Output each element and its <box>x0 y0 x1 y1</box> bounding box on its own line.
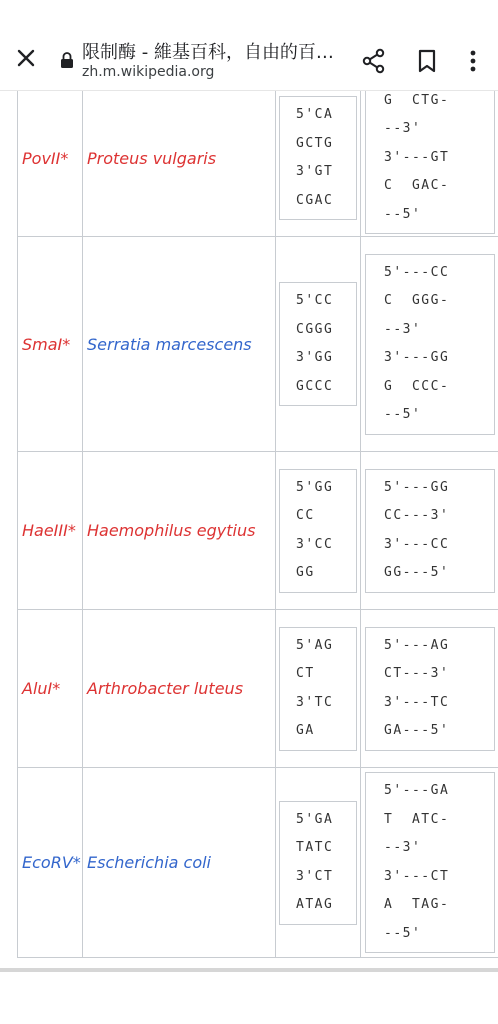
sequence-line: 3'GG <box>296 350 334 365</box>
cut-sequence <box>365 254 495 435</box>
sequence-line: 3'---CT <box>384 868 450 884</box>
sequence-line: GA <box>296 723 315 738</box>
table-row <box>18 452 498 610</box>
share-icon[interactable] <box>362 48 386 74</box>
recognition-cell <box>276 768 361 958</box>
sequence-line: C GAC- <box>384 178 450 194</box>
enzyme-name[interactable]: EcoRV* <box>18 768 83 958</box>
organism-link[interactable]: Arthrobacter luteus <box>83 610 276 768</box>
sequence-line: TATC <box>296 840 334 855</box>
cut-sequence <box>365 469 495 593</box>
sequence-line: 5'---GG <box>384 479 450 495</box>
sequence-line: GCTG <box>296 135 334 151</box>
sequence-line: 5'---AG <box>384 637 450 653</box>
sequence-line: GA---5' <box>384 723 450 738</box>
sequence-line: CT <box>296 666 315 681</box>
sequence-line: 3'---TC <box>384 694 450 710</box>
sequence-line: 5'CA <box>296 107 334 122</box>
enzyme-name[interactable]: AluI* <box>18 610 83 768</box>
sequence-line: 3'---CC <box>384 536 450 552</box>
enzyme-name[interactable]: PovII* <box>18 90 83 237</box>
recognition-sequence <box>279 96 357 220</box>
lock-icon <box>60 52 74 68</box>
bookmark-icon[interactable] <box>416 48 438 74</box>
enzyme-name[interactable]: SmaI* <box>18 237 83 452</box>
bottom-divider <box>0 968 498 972</box>
cut-cell <box>361 90 498 237</box>
sequence-line: 3'---GT <box>384 149 450 165</box>
page-title: 限制酶 - 維基百科，自由的百… <box>82 42 334 63</box>
cut-cell <box>361 237 498 452</box>
table-row <box>18 237 498 452</box>
cut-sequence <box>365 90 495 234</box>
sequence-line: CC <box>296 508 315 523</box>
organism-link[interactable]: Proteus vulgaris <box>83 90 276 237</box>
sequence-line: CGAC <box>296 192 334 208</box>
organism-link[interactable]: Haemophilus egytius <box>83 452 276 610</box>
sequence-line: GG---5' <box>384 565 450 580</box>
cut-cell <box>361 610 498 768</box>
sequence-line: G CTG- <box>384 92 450 108</box>
recognition-cell <box>276 452 361 610</box>
sequence-line: 5'---CC <box>384 264 450 280</box>
restriction-enzyme-table <box>17 90 498 970</box>
sequence-line: --5' <box>384 925 422 941</box>
recognition-cell <box>276 610 361 768</box>
enzyme-name[interactable]: HaeIII* <box>18 452 83 610</box>
sequence-line: CC---3' <box>384 508 450 523</box>
sequence-line: 5'---GA <box>384 783 450 798</box>
sequence-line: --5' <box>384 407 422 422</box>
sequence-line: 3'CT <box>296 868 334 884</box>
cut-cell <box>361 768 498 958</box>
sequence-line: CT---3' <box>384 666 450 681</box>
table-row <box>18 90 498 237</box>
sequence-line: 5'GG <box>296 479 334 495</box>
sequence-line: --3' <box>384 321 422 337</box>
sequence-line: A TAG- <box>384 897 450 912</box>
recognition-sequence <box>279 469 357 593</box>
url-text: zh.m.wikipedia.org <box>82 64 215 80</box>
sequence-line: C GGG- <box>384 293 450 308</box>
organism-link[interactable]: Escherichia coli <box>83 768 276 958</box>
sequence-line: 3'CC <box>296 536 334 552</box>
sequence-line: 3'TC <box>296 694 334 710</box>
cut-cell <box>361 452 498 610</box>
cut-sequence <box>365 772 495 953</box>
recognition-sequence <box>279 627 357 751</box>
close-icon[interactable] <box>14 46 38 70</box>
sequence-line: GG <box>296 565 315 580</box>
sequence-line: G CCC- <box>384 378 450 394</box>
sequence-line: --3' <box>384 121 422 137</box>
sequence-line: ATAG <box>296 897 334 912</box>
sequence-line: --3' <box>384 840 422 855</box>
table-row <box>18 768 498 958</box>
sequence-line: 5'AG <box>296 637 334 653</box>
recognition-sequence <box>279 801 357 925</box>
sequence-line: CGGG <box>296 321 334 337</box>
browser-toolbar <box>0 0 498 91</box>
sequence-line: GCCC <box>296 378 334 394</box>
sequence-line: 3'---GG <box>384 350 450 365</box>
sequence-line: --5' <box>384 206 422 222</box>
sequence-line: T ATC- <box>384 811 450 827</box>
more-options-icon[interactable] <box>466 48 480 74</box>
organism-link[interactable]: Serratia marcescens <box>83 237 276 452</box>
table-row <box>18 610 498 768</box>
recognition-cell <box>276 90 361 237</box>
recognition-sequence <box>279 282 357 406</box>
sequence-line: 5'CC <box>296 293 334 308</box>
sequence-line: 3'GT <box>296 164 334 179</box>
cut-sequence <box>365 627 495 751</box>
recognition-cell <box>276 237 361 452</box>
sequence-line: 5'GA <box>296 811 334 827</box>
